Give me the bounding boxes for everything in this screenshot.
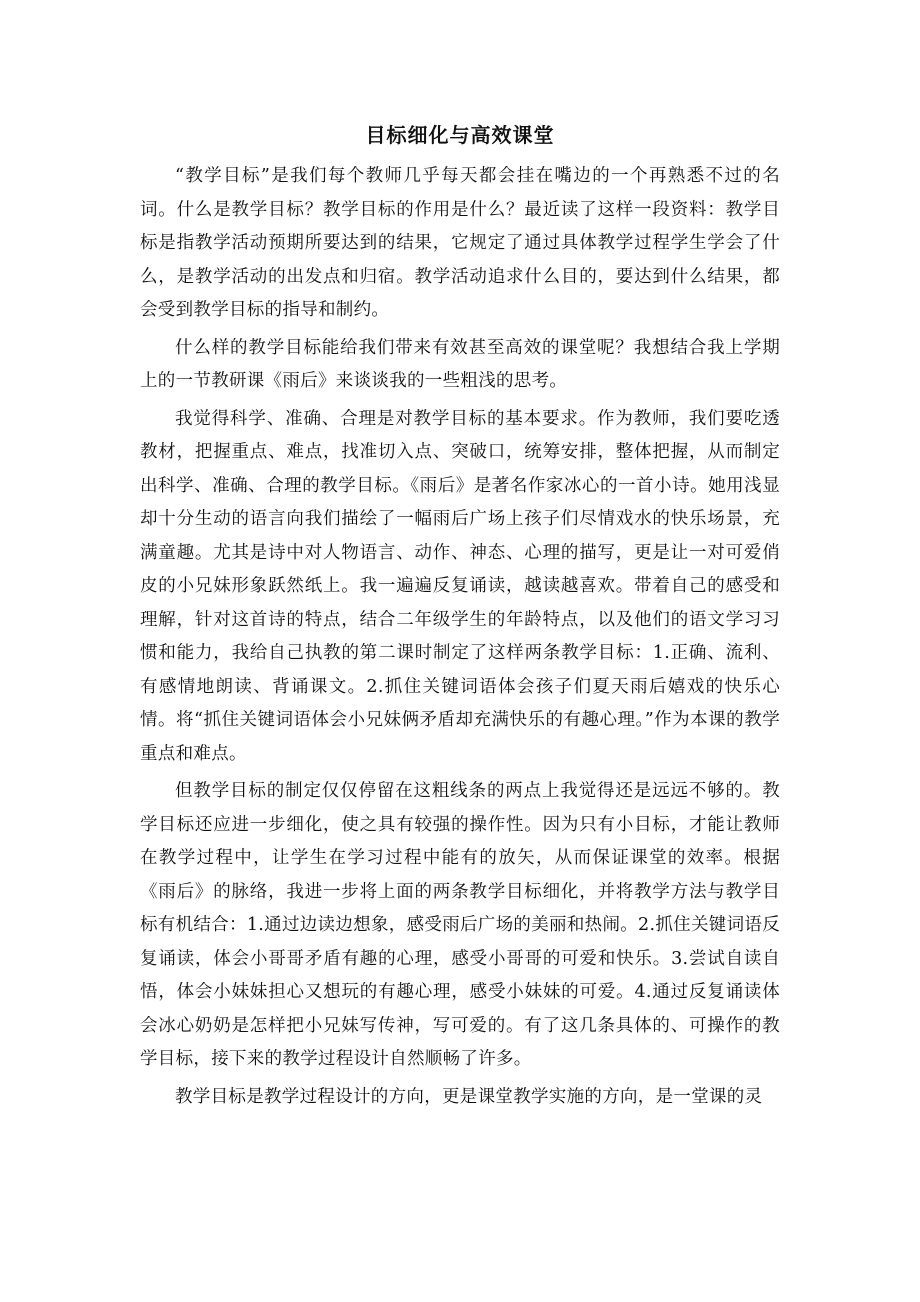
paragraph-4: 但教学目标的制定仅仅停留在这粗线条的两点上我觉得还是远远不够的。教学目标还应进一步细化，使之具有较强的操作性。因为只有小目标，才能让教师在教学过程中，让学生在学习过程中能有的放矢，从而保证课堂的效率。根据《雨后》的脉络，我进一步将上面的两条教学目标细化，并将教学方法与教学目标有机结合：1.通过边读边想象，感受雨后广场的美丽和热闹。2.抓住关键词语反复诵读，体会小哥哥矛盾有趣的心理，感受小哥哥的可爱和快乐。3.尝试自读自悟，体会小妹妹担心又想玩的有趣心理，感受小妹妹的可爱。4.通过反复诵读体会冰心奶奶是怎样把小兄妹写传神，写可爱的。有了这几条具体的、可操作的教学目标，接下来的教学过程设计自然顺畅了许多。 [140, 781, 780, 1069]
paragraph-1: “教学目标”是我们每个教师几乎每天都会挂在嘴边的一个再熟悉不过的名词。什么是教学目标？教学目标的作用是什么？最近读了这样一段资料：教学目标是指教学活动预期所要达到的结果，它规定了通过具体教学过程学生学会了什么，是教学活动的出发点和归宿。教学活动追求什么目的，要达到什么结果，都会受到教学目标的指导和制约。 [140, 166, 780, 320]
paragraph-5: 教学目标是教学过程设计的方向，更是课堂教学实施的方向，是一堂课的灵 [175, 1086, 763, 1107]
document-title: 目标细化与高效课堂 [365, 123, 555, 147]
paragraph-2: 什么样的教学目标能给我们带来有效甚至高效的课堂呢？我想结合我上学期上的一节教研课《雨后》来谈谈我的一些粗浅的思考。 [140, 337, 780, 391]
paragraph-3: 我觉得科学、准确、合理是对教学目标的基本要求。作为教师，我们要吃透教材，把握重点、难点，找准切入点、突破口，统筹安排，整体把握，从而制定出科学、准确、合理的教学目标。《雨后》是著名作家冰心的一首小诗。她用浅显却十分生动的语言向我们描绘了一幅雨后广场上孩子们尽情戏水的快乐场景，充满童趣。尤其是诗中对人物语言、动作、神态、心理的描写，更是让一对可爱俏皮的小兄妹形象跃然纸上。我一遍遍反复诵读，越读越喜欢。带着自己的感受和理解，针对这首诗的特点，结合二年级学生的年龄特点，以及他们的语文学习习惯和能力，我给自己执教的第二课时制定了这样两条教学目标：1.正确、流利、有感情地朗读、背诵课文。2.抓住关键词语体会孩子们夏天雨后嬉戏的快乐心情。将“抓住关键词语体会小兄妹俩矛盾却充满快乐的有趣心理。”作为本课的教学重点和难点。 [140, 408, 780, 764]
document-page [140, 118, 780, 1118]
